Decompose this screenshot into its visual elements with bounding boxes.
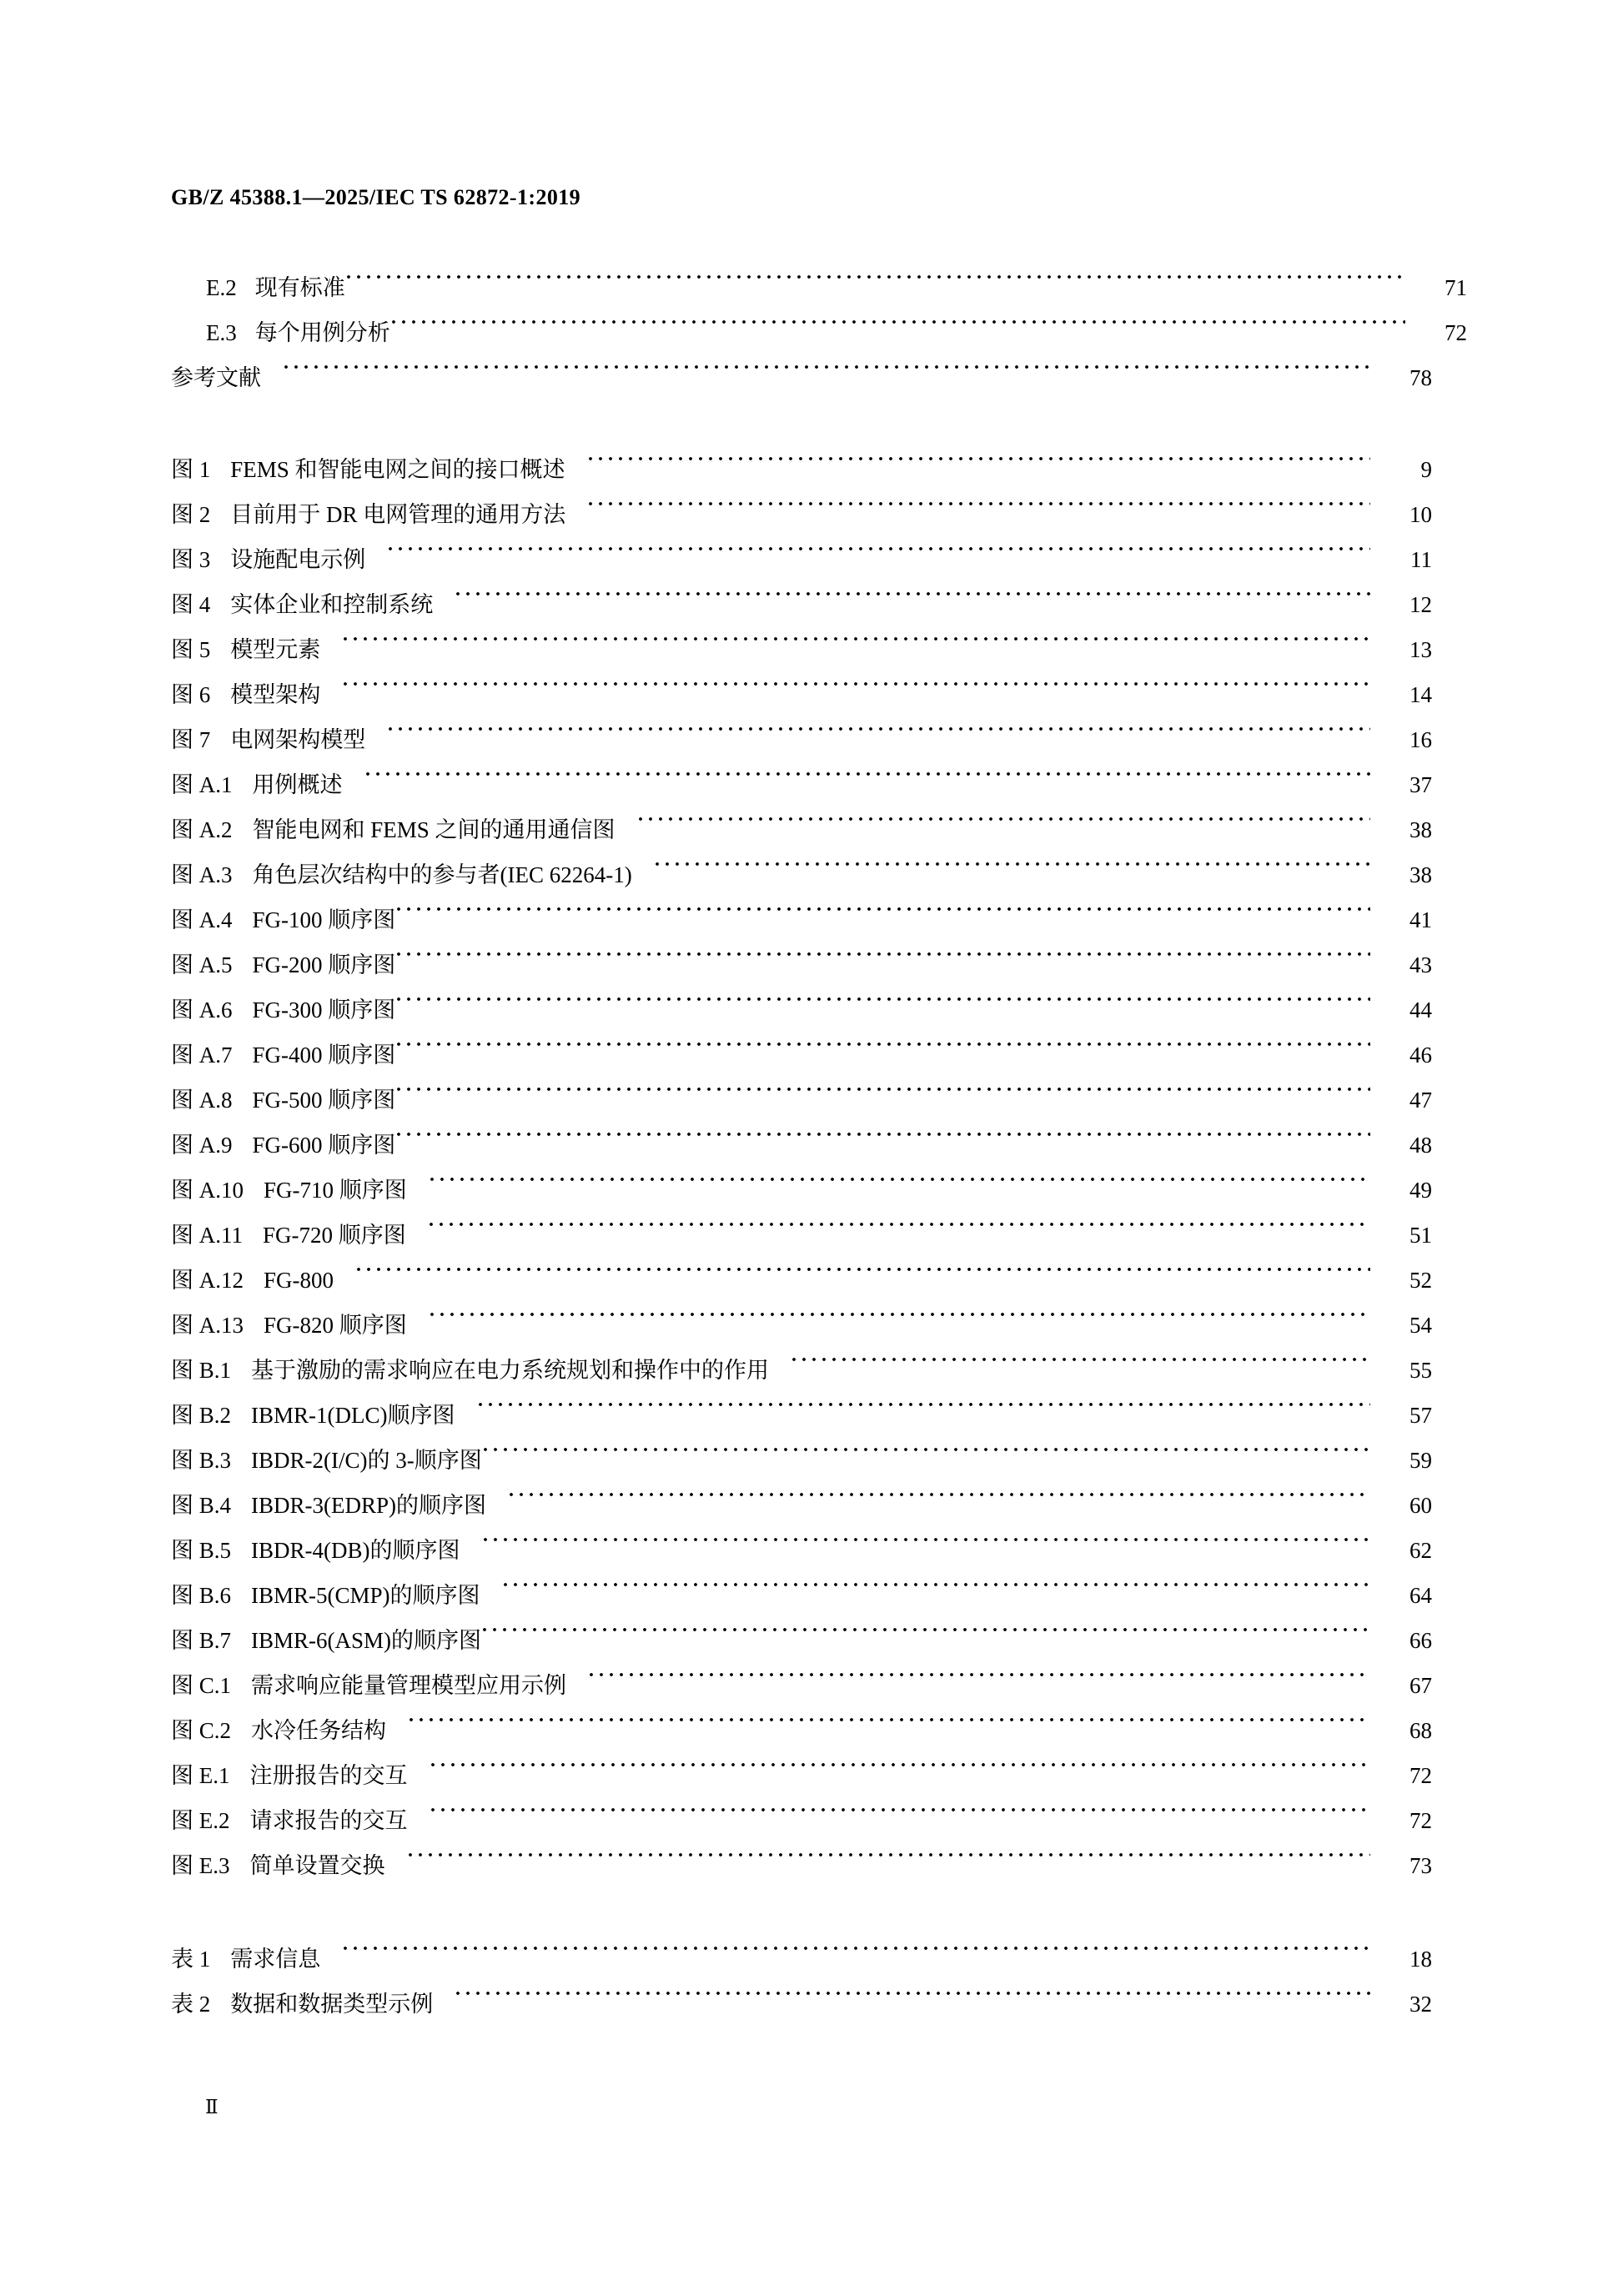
toc-entry-title: 实体企业和控制系统 <box>230 592 434 617</box>
toc-entry-title: 模型元素 <box>230 637 321 662</box>
toc-entry-label <box>171 762 364 807</box>
dot-leader <box>344 657 1370 702</box>
toc-entry-page-number: 44 <box>1409 997 1432 1022</box>
toc-entry-label <box>171 447 587 492</box>
toc-entry-title: 现有标准 <box>254 275 345 300</box>
toc-entry-page-number: 37 <box>1409 772 1432 797</box>
dot-leader <box>366 747 1371 792</box>
toc-entry-tag: 图 A.10 <box>171 1178 244 1203</box>
toc-group-clauses <box>171 250 1467 390</box>
toc-entry-tag: 图 B.3 <box>171 1448 232 1473</box>
toc-entry-tag: E.2 <box>206 275 237 300</box>
dot-leader <box>357 1243 1370 1288</box>
toc-entry-label <box>171 1843 407 1888</box>
toc-entry-tag: 图 6 <box>171 682 211 707</box>
dot-leader <box>456 567 1370 612</box>
toc-entry-page-number: 57 <box>1409 1403 1432 1428</box>
dot-leader <box>656 837 1370 882</box>
dot-leader <box>344 612 1370 657</box>
toc-entry-page-number: 72 <box>1409 1763 1432 1788</box>
dot-leader <box>431 1738 1371 1783</box>
toc-entry-page-number: 38 <box>1409 817 1432 842</box>
dot-leader <box>504 1558 1370 1603</box>
toc-entry-title: 目前用于 DR 电网管理的通用方法 <box>230 502 566 527</box>
toc-entry-title: 基于激励的需求响应在电力系统规划和操作中的作用 <box>251 1358 770 1383</box>
toc-entry-page-number: 72 <box>1409 1808 1432 1833</box>
toc-entry-tag: 图 A.13 <box>171 1313 244 1338</box>
toc-entry-page-number: 78 <box>1409 365 1432 390</box>
toc-entry-tag: 图 B.6 <box>171 1583 232 1608</box>
toc-group-tables <box>171 1922 1432 2017</box>
toc-entry-clause[interactable] <box>171 250 1467 300</box>
toc-entry-page-number: 71 <box>1445 275 1467 300</box>
toc-entry-table[interactable] <box>171 1967 1432 2017</box>
toc-entry-title: 简单设置交换 <box>249 1853 385 1878</box>
toc-entry-tag: 表 2 <box>171 1992 211 2017</box>
toc-entry-label <box>171 1982 455 2027</box>
toc-entry-page-number: 13 <box>1409 637 1432 662</box>
toc-entry-tag: 图 A.8 <box>171 1088 233 1113</box>
table-of-contents <box>171 250 1467 2017</box>
toc-entry-label <box>171 1168 429 1213</box>
toc-entry-title: FG-100 顺序图 <box>252 907 396 932</box>
toc-entry-clause[interactable] <box>171 295 1467 345</box>
dot-leader <box>484 1513 1370 1558</box>
toc-entry-tag: 图 A.12 <box>171 1268 244 1293</box>
toc-entry-tag: 图 C.1 <box>171 1673 232 1698</box>
dot-leader <box>430 1288 1370 1333</box>
toc-entry-title: IBDR-4(DB)的顺序图 <box>251 1538 460 1563</box>
toc-entry-tag: 图 5 <box>171 637 211 662</box>
dot-leader <box>284 340 1370 385</box>
toc-entry-tag: 图 1 <box>171 457 211 482</box>
toc-entry-page-number: 10 <box>1409 502 1432 527</box>
toc-entry-title: IBMR-5(CMP)的顺序图 <box>251 1583 480 1608</box>
dot-leader <box>589 477 1370 522</box>
dot-leader <box>456 1967 1370 2012</box>
toc-entry-tag: 图 E.3 <box>171 1853 230 1878</box>
toc-entry-page-number: 18 <box>1409 1947 1432 1972</box>
toc-entry-page-number: 72 <box>1445 320 1467 345</box>
toc-entry-page-number: 52 <box>1409 1268 1432 1293</box>
toc-entry-title: 智能电网和 FEMS 之间的通用通信图 <box>252 817 616 842</box>
toc-entry-tag: 图 3 <box>171 547 211 572</box>
toc-entry-label <box>171 1393 477 1438</box>
toc-entry-label <box>171 1123 395 1168</box>
dot-leader <box>397 1108 1370 1153</box>
toc-entry-page-number: 46 <box>1409 1042 1432 1068</box>
toc-entry-figure[interactable] <box>171 1288 1432 1338</box>
toc-entry-label <box>171 672 342 717</box>
toc-entry-title: 电网架构模型 <box>230 727 366 752</box>
toc-entry-page-number: 41 <box>1409 907 1432 932</box>
toc-entry-label <box>171 1708 408 1753</box>
toc-entry-title: 每个用例分析 <box>254 320 390 345</box>
toc-entry-label <box>171 1798 430 1843</box>
dot-leader <box>392 295 1405 340</box>
toc-entry-tag: 图 A.11 <box>171 1223 243 1248</box>
toc-entry-page-number: 68 <box>1409 1718 1432 1743</box>
toc-entry-page-number: 66 <box>1409 1628 1432 1653</box>
toc-entry-tag: 图 4 <box>171 592 211 617</box>
toc-entry-tag: 图 B.2 <box>171 1403 232 1428</box>
dot-leader <box>397 972 1370 1017</box>
toc-entry-tag: 图 A.6 <box>171 997 233 1022</box>
toc-entry-label <box>171 987 395 1032</box>
toc-entry-label <box>171 1258 355 1303</box>
toc-entry-tag: 图 7 <box>171 727 211 752</box>
toc-entry-page-number: 12 <box>1409 592 1432 617</box>
toc-entry-figure[interactable] <box>171 612 1432 662</box>
dot-leader <box>479 1378 1370 1423</box>
toc-entry-label <box>171 1303 429 1348</box>
toc-entry-figure[interactable] <box>171 1243 1432 1293</box>
toc-entry-page-number: 32 <box>1409 1992 1432 2017</box>
toc-entry-tag: 图 A.4 <box>171 907 233 932</box>
dot-leader <box>590 1648 1370 1693</box>
toc-entry-page-number: 59 <box>1409 1448 1432 1473</box>
dot-leader <box>397 1063 1370 1108</box>
toc-entry-tag: 图 E.2 <box>171 1808 230 1833</box>
toc-entry-page-number: 51 <box>1409 1223 1432 1248</box>
toc-entry-page-number: 67 <box>1409 1673 1432 1698</box>
dot-leader <box>483 1603 1370 1648</box>
toc-entry-title: FEMS 和智能电网之间的接口概述 <box>230 457 565 482</box>
toc-entry-title: 数据和数据类型示例 <box>230 1992 434 2017</box>
toc-entry-label <box>171 1438 482 1483</box>
toc-entry-title: 参考文献 <box>171 365 261 390</box>
toc-entry-page-number: 38 <box>1409 862 1432 887</box>
toc-entry-title: FG-710 顺序图 <box>264 1178 407 1203</box>
toc-entry-title: 用例概述 <box>252 772 343 797</box>
toc-entry-tag: 图 C.2 <box>171 1718 232 1743</box>
toc-entry-tag: 图 A.3 <box>171 862 233 887</box>
dot-leader <box>344 1922 1370 1967</box>
toc-entry-label <box>171 807 637 852</box>
toc-entry-title: IBDR-2(I/C)的 3-顺序图 <box>251 1448 482 1473</box>
toc-entry-page-number: 49 <box>1409 1178 1432 1203</box>
dot-leader <box>430 1198 1370 1243</box>
toc-entry-title: FG-800 <box>264 1268 334 1293</box>
toc-entry-label <box>171 1032 395 1078</box>
toc-entry-tag: 图 A.5 <box>171 952 233 977</box>
dot-leader <box>510 1468 1370 1513</box>
dot-leader <box>397 882 1370 927</box>
toc-entry-title: 水冷任务结构 <box>251 1718 387 1743</box>
toc-entry-tag: 图 A.2 <box>171 817 233 842</box>
toc-entry-tag: 图 A.1 <box>171 772 233 797</box>
toc-entry-label <box>171 1483 508 1528</box>
toc-entry-page-number: 55 <box>1409 1358 1432 1383</box>
toc-entry-page-number: 47 <box>1409 1088 1432 1113</box>
dot-leader <box>431 1783 1371 1828</box>
toc-entry-tag: 图 B.4 <box>171 1493 232 1518</box>
toc-entry-tag: 图 B.7 <box>171 1628 232 1653</box>
toc-entry-clause[interactable] <box>171 340 1432 390</box>
dot-leader <box>484 1423 1370 1468</box>
toc-entry-label <box>171 1078 395 1123</box>
toc-entry-tag: 图 A.7 <box>171 1042 233 1068</box>
dot-leader <box>792 1333 1370 1378</box>
toc-entry-page-number: 73 <box>1409 1853 1432 1878</box>
toc-entry-page-number: 54 <box>1409 1313 1432 1338</box>
toc-entry-label <box>171 537 387 582</box>
toc-entry-tag: 图 A.9 <box>171 1133 233 1158</box>
toc-entry-title: FG-200 顺序图 <box>252 952 396 977</box>
toc-entry-label <box>171 355 283 400</box>
toc-entry-tag: 图 B.5 <box>171 1538 232 1563</box>
toc-entry-title: 角色层次结构中的参与者(IEC 62264-1) <box>252 862 632 887</box>
dot-leader <box>347 250 1405 295</box>
dot-leader <box>397 1017 1370 1063</box>
toc-entry-label <box>171 627 342 672</box>
toc-entry-label <box>171 1753 430 1798</box>
toc-entry-figure[interactable] <box>171 432 1432 482</box>
toc-entry-page-number: 62 <box>1409 1538 1432 1563</box>
toc-entry-page-number: 64 <box>1409 1583 1432 1608</box>
toc-entry-page-number: 48 <box>1409 1133 1432 1158</box>
dot-leader <box>409 1828 1371 1873</box>
toc-entry-title: FG-500 顺序图 <box>252 1088 396 1113</box>
toc-entry-page-number: 9 <box>1420 457 1432 482</box>
toc-entry-page-number: 60 <box>1409 1493 1432 1518</box>
toc-entry-page-number: 16 <box>1409 727 1432 752</box>
toc-entry-page-number: 43 <box>1409 952 1432 977</box>
dot-leader <box>589 432 1370 477</box>
toc-entry-page-number: 11 <box>1410 547 1432 572</box>
toc-group-figures <box>171 432 1432 1878</box>
page-folio: Ⅱ <box>205 2097 219 2118</box>
dot-leader <box>430 1153 1370 1198</box>
dot-leader <box>397 927 1370 972</box>
toc-entry-label <box>171 1937 342 1982</box>
toc-entry-label <box>171 1528 482 1573</box>
toc-entry-title: FG-820 顺序图 <box>264 1313 407 1338</box>
dot-leader <box>389 522 1370 567</box>
dot-leader <box>389 702 1370 747</box>
toc-entry-label <box>171 1573 502 1618</box>
toc-entry-title: 注册报告的交互 <box>249 1763 408 1788</box>
toc-entry-title: 模型架构 <box>230 682 321 707</box>
toc-entry-table[interactable] <box>171 1922 1432 1972</box>
toc-entry-title: 需求信息 <box>230 1947 321 1972</box>
toc-entry-title: 设施配电示例 <box>230 547 366 572</box>
toc-entry-title: IBMR-1(DLC)顺序图 <box>251 1403 455 1428</box>
toc-entry-label <box>171 897 395 942</box>
toc-entry-page-number: 14 <box>1409 682 1432 707</box>
toc-entry-label <box>171 942 395 987</box>
toc-entry-label <box>171 717 387 762</box>
toc-entry-title: FG-300 顺序图 <box>252 997 396 1022</box>
running-head: GB/Z 45388.1—2025/IEC TS 62872-1:2019 <box>171 185 581 209</box>
toc-entry-figure[interactable] <box>171 657 1432 707</box>
toc-entry-figure[interactable] <box>171 702 1432 752</box>
toc-entry-label <box>171 1618 481 1663</box>
toc-entry-label <box>206 265 345 310</box>
toc-entry-title: 需求响应能量管理模型应用示例 <box>251 1673 567 1698</box>
toc-entry-tag: 图 B.1 <box>171 1358 232 1383</box>
toc-entry-title: FG-720 顺序图 <box>263 1223 406 1248</box>
toc-entry-title: IBMR-6(ASM)的顺序图 <box>251 1628 482 1653</box>
toc-entry-title: IBDR-3(EDRP)的顺序图 <box>251 1493 487 1518</box>
toc-entry-title: FG-600 顺序图 <box>252 1133 396 1158</box>
toc-entry-title: 请求报告的交互 <box>249 1808 408 1833</box>
toc-entry-tag: E.3 <box>206 320 237 345</box>
toc-entry-tag: 表 1 <box>171 1947 211 1972</box>
toc-entry-tag: 图 2 <box>171 502 211 527</box>
toc-entry-tag: 图 E.1 <box>171 1763 230 1788</box>
toc-entry-title: FG-400 顺序图 <box>252 1042 396 1068</box>
dot-leader <box>639 792 1370 837</box>
dot-leader <box>410 1693 1370 1738</box>
